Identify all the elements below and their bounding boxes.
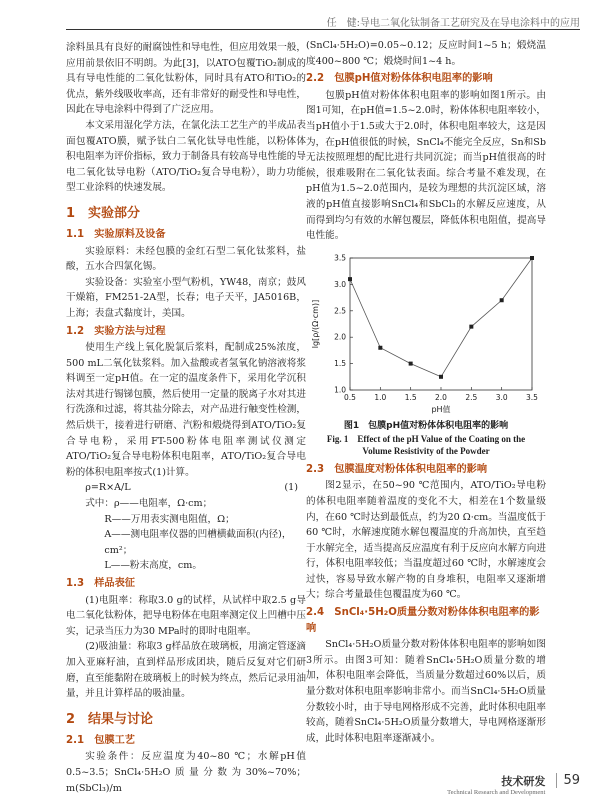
ph-resistivity-chart (306, 250, 546, 418)
figure-1-caption-cn: 图1 包膜pH值对粉体体积电阻率的影响 (343, 420, 509, 431)
chart-axes (350, 258, 532, 390)
equipment-paragraph: 实验设备：实验室小型气粉机，YW48，南京；鼓风干燥箱，FM251-2A型，长春；电子天平，JA5016B，上海；表盘式黏度计，美国。 (66, 276, 306, 319)
characterization-paragraph-2: (2)吸油量：称取3 g样品放在玻璃板，用滴定管逐滴加入亚麻籽油，直到样品形成团块，随后反复对它们研磨，直至能黏附在玻璃板上的时候为终点，然后记录用油量，并且计算样品的吸油量。 (66, 641, 306, 700)
intro-paragraph-2: 本文采用湿化学方法，在氯化法工艺生产的半成品表面包覆ATO膜，赋予钛白二氧化钛导电性能，以粉体体积电阻率为评价指标，致力于制备具有较高导电性能的导电二氧化钛导电粉（ATO/TiO₂复合导电粉），助力功能型工业涂料的快速发展。 (66, 119, 306, 194)
left-column (66, 40, 306, 796)
header-rule (66, 29, 580, 30)
data-point (378, 345, 382, 349)
section-1-heading: 1 实验部分 (66, 205, 141, 221)
materials-paragraph: 实验原料：未经包膜的金红石型二氧化钛浆料，盐酸，五水合四氯化锡。 (66, 245, 306, 273)
data-point (439, 375, 443, 379)
chart-x-axis-label: pH值 (431, 404, 451, 414)
formula-definitions (66, 496, 306, 574)
temperature-paragraph: 图2显示，在50~90 ℃范围内，ATO/TiO₂导电粉的体积电阻率随着温度的变化不大，相差在1个数量级内，在60 ℃时达到最低点，约为20 Ω·cm。当温度低于60 ℃时，水解速度随水解包覆温度的升高加快，直至趋于水解完全，适当提高反应温度有利于反应向水解方向进行，体积电阻率较低；当温度超过60 ℃时，水解速度会过快，容易导致水解产物的自身堆积，电阻率又逐渐增大；综合考量最佳包覆温度为60 ℃。 (306, 480, 546, 601)
data-point (409, 361, 413, 365)
x-tick-label: 2.5 (465, 392, 478, 402)
section-2-heading: 2 结果与讨论 (66, 711, 154, 727)
running-header: 任 健:导电二氧化钛制备工艺研究及在导电涂料中的应用 (326, 18, 580, 29)
section-2-1-heading: 2.1 包膜工艺 (66, 734, 135, 746)
journal-title-cn: 技术研发 (501, 775, 546, 788)
definition-rho: 式中：ρ——电阻率，Ω·cm； (85, 498, 213, 510)
definition-a: A——测电阻率仪器的凹槽横截面积(内径)，cm²； (104, 529, 292, 556)
section-2-4-heading: 2.4 SnCl₄·5H₂O质量分数对粉体体积电阻率的影响 (306, 607, 540, 634)
x-tick-label: 3.5 (526, 392, 538, 402)
conditions-continued: (SnCl₄·5H₂O)=0.05~0.12；反应时间1~5 h；煅烧温度400~800 ℃；煅烧时间1~4 h。 (306, 40, 546, 67)
characterization-paragraph-1: (1)电阻率：称取3.0 g的试样，从试样中取2.5 g导电二氧化钛粉体，把导电粉体在电阻率测定仪上凹槽中压实，记录当压力为30 MPa时的即时电阻率。 (66, 594, 306, 637)
section-1-2-heading: 1.2 实验方法与过程 (66, 325, 166, 337)
data-point (469, 324, 473, 328)
y-tick-label: 1.0 (334, 385, 346, 395)
figure-1-caption-en-line1: Fig. 1 Effect of the pH Value of the Coating on the (326, 433, 526, 444)
page-footer (447, 773, 580, 796)
formula-number: (1) (284, 482, 298, 494)
section-1-3-heading: 1.3 样品表征 (66, 578, 135, 589)
y-tick-label: 2.0 (334, 332, 346, 342)
section-2-3-heading: 2.3 包膜温度对粉体体积电阻率的影响 (306, 463, 488, 475)
formula-expression: ρ=R×A/L (85, 482, 131, 494)
plot-frame (350, 258, 532, 390)
page-number: 59 (556, 773, 580, 788)
method-paragraph: 使用生产线上氧化脱氯后浆料，配制成25%浓度，500 mL二氧化钛浆料。加入盐酸或者氢氧化钠溶液将浆料调至一定pH值。在一定的温度条件下，采用化学沉积法对其进行锡锑包膜，然后使用一定量的脱离子水对其进行洗涤和过滤，将其盐分除去，对产品进行触变性检测，然后烘干，接着进行研磨、汽粉和煅烧得到ATO/TiO₂复合导电粉，采用FT-500粉体电阻率测试仪测定ATO/TiO₂复合导电粉体积电阻率，ATO/TiO₂复合导电粉的体积电阻率按式(1)计算。 (66, 342, 306, 478)
y-tick-label: 3.0 (334, 279, 346, 289)
y-tick-label: 2.5 (334, 306, 346, 316)
chart-series (348, 256, 534, 379)
figure-1-caption-en-line2: Volume Resistivity of the Powder (362, 445, 490, 456)
journal-title-en: Technical Research and Development (447, 789, 546, 796)
x-tick-label: 1.5 (404, 392, 417, 402)
series-line (350, 258, 532, 377)
data-point (348, 277, 352, 281)
ph-paragraph: 包膜pH值对粉体体积电阻率的影响如图1所示。由图1可知，在pH值=1.5~2.0时，粉体体积电阻率较小，当pH值小于1.5或大于2.0时，体积电阻率较大，这是因为，在pH值很低的时候，SnCl₄不能完全反应，Sn和Sb无法按照理想的配比进行共同沉淀；而当pH值很高的时候，很难吸附在二氧化钛表面。综合考量不难发现，在pH值为1.5~2.0范围内，是较为理想的共沉淀区域，溶液的pH值直接影响SnCl₄和SbCl₃的水解反应速度，从而得到均匀有效的水解包覆层，降低体积电阻值，提高导电性能。 (306, 89, 546, 242)
conditions-paragraph: 实验条件：反应温度为40~80 ℃；水解pH值0.5~3.5；SnCl₄·5H₂O质量分数为30%~70%；m(SbCl₃)/m (66, 751, 306, 794)
formula-1 (66, 480, 306, 496)
sncl4-paragraph: SnCl₄·5H₂O质量分数对粉体体积电阻率的影响如图3所示。由图3可知：随着SnCl₄·5H₂O质量分数的增加，体积电阻率会降低，当质量分数超过60%以后，质量分数对体积电阻率影响非常小。而当SnCl₄·5H₂O质量分数较小时，由于导电网格形成不完善，此时体积电阻率较高，随着SnCl₄·5H₂O质量分数增大，导电网格逐渐形成，此时体积电阻率逐渐减小。 (306, 639, 546, 744)
data-point (500, 298, 504, 302)
figure-1 (306, 250, 546, 418)
x-tick-label: 0.5 (344, 392, 356, 402)
x-tick-label: 1.0 (374, 392, 387, 402)
y-tick-label: 1.5 (334, 358, 346, 368)
y-tick-label: 3.5 (334, 253, 346, 263)
right-column (306, 38, 546, 746)
section-1-1-heading: 1.1 实验原料及设备 (66, 228, 166, 240)
chart-ticks (334, 253, 538, 402)
data-point (530, 256, 534, 260)
x-tick-label: 2.0 (435, 392, 447, 402)
x-tick-label: 3.0 (495, 392, 508, 402)
definition-r: R——万用表实测电阻值，Ω； (104, 513, 235, 525)
definition-l: L——粉末高度，cm。 (104, 560, 202, 572)
chart-y-axis-label: lg[ρ/(Ω·cm)] (311, 299, 320, 348)
intro-paragraph-1: 涂料虽具有良好的耐腐蚀性和导电性，但应用效果一般，应用前景依旧不明朗。为此[3]，以ATO包覆TiO₂制成的具有导电性能的二氧化钛粉体，同时具有ATO和TiO₂的优点，紫外线吸收率高，还有非常好的耐受性和导电性，因此在导电涂料中得到了广泛应用。 (66, 42, 306, 116)
section-2-2-heading: 2.2 包膜pH值对粉体体积电阻率的影响 (306, 73, 493, 85)
